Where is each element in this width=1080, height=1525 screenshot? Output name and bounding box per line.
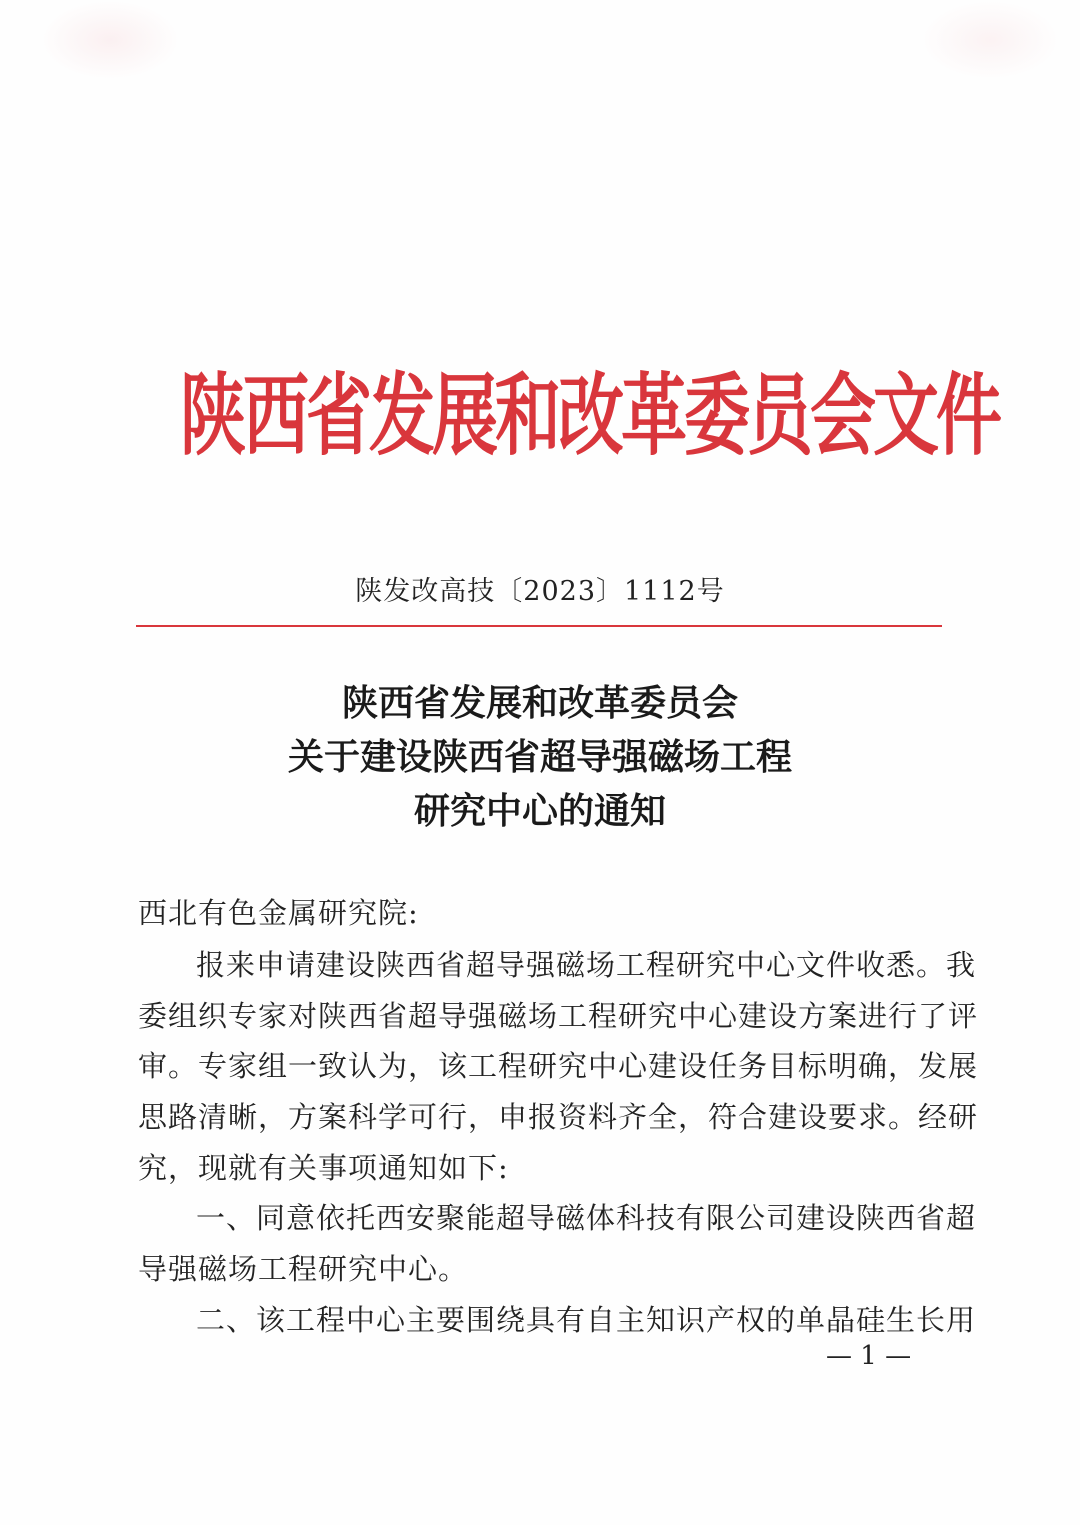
document-title-line-2: 关于建设陕西省超导强磁场工程 <box>287 736 792 778</box>
body-paragraph-3-line-1: 二、该工程中心主要围绕具有自主知识产权的单晶硅生长用 <box>196 1303 977 1337</box>
body-paragraph-1-line-1: 报来申请建设陕西省超导强磁场工程研究中心文件收悉。我 <box>196 948 977 982</box>
document-masthead: 陕西省发展和改革委员会文件 <box>180 364 999 469</box>
document-title-line-1: 陕西省发展和改革委员会 <box>341 682 738 724</box>
body-paragraph-1-line-2: 委组织专家对陕西省超导强磁场工程研究中心建设方案进行了评 <box>138 999 979 1033</box>
page-number: — 1 — <box>826 1341 912 1371</box>
body-paragraph-1-line-5: 究，现就有关事项通知如下: <box>138 1151 509 1185</box>
body-paragraph-1-line-4: 思路清晰，方案科学可行，申报资料齐全，符合建设要求。经研 <box>138 1100 979 1134</box>
paper-tint-left <box>40 0 180 80</box>
red-divider-line <box>136 625 942 627</box>
document-title-line-3: 研究中心的通知 <box>413 790 666 832</box>
body-paragraph-1-line-3: 审。专家组一致认为，该工程研究中心建设任务目标明确，发展 <box>138 1049 979 1083</box>
paper-tint-right <box>920 0 1060 80</box>
addressee: 西北有色金属研究院: <box>138 896 419 930</box>
body-paragraph-2-line-1: 一、同意依托西安聚能超导磁体科技有限公司建设陕西省超 <box>196 1201 977 1235</box>
body-paragraph-2-line-2: 导强磁场工程研究中心。 <box>138 1252 469 1286</box>
document-number: 陕发改高技〔2023〕1112号 <box>355 576 725 607</box>
